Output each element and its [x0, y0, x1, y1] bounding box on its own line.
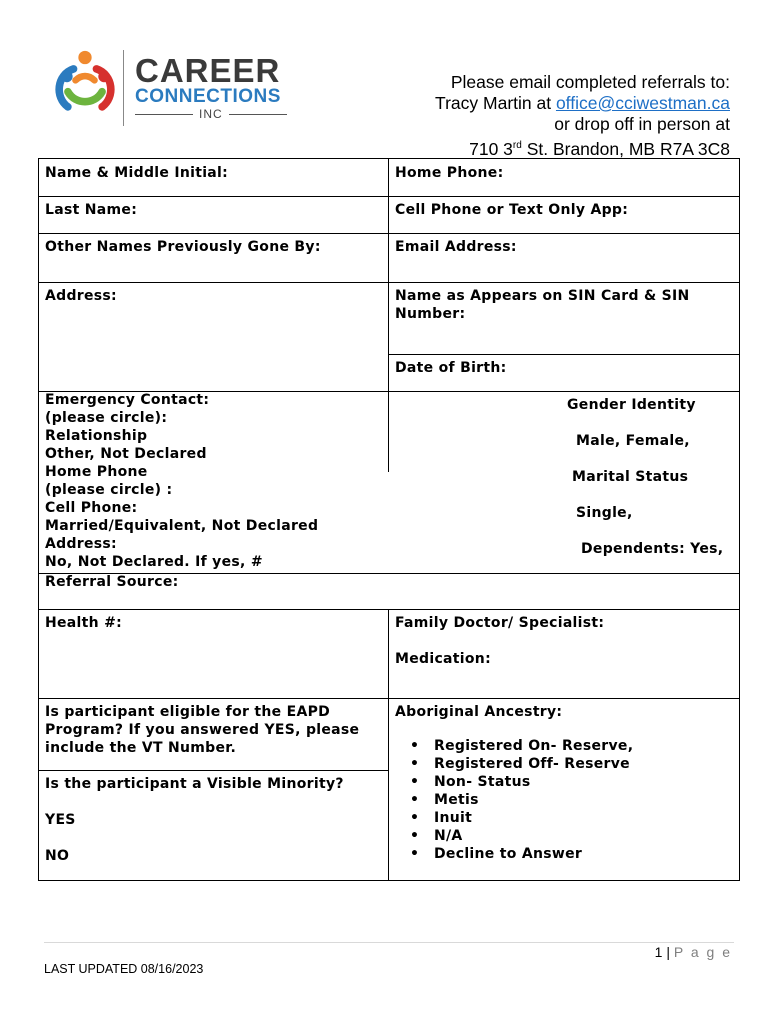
ancestry-option[interactable]: • N/A: [389, 827, 739, 845]
ancestry-option[interactable]: • Non- Status: [389, 773, 739, 791]
referral-source-field[interactable]: Referral Source:: [45, 574, 179, 590]
emergency-line: Cell Phone:: [45, 500, 138, 516]
contact-name: Tracy Martin at: [435, 93, 556, 113]
date-of-birth-field[interactable]: Date of Birth:: [395, 360, 507, 376]
contact-line-3: or drop off in person at: [554, 114, 730, 134]
last-name-field[interactable]: Last Name:: [45, 202, 138, 218]
career-connections-logo: [47, 48, 123, 124]
address-street: St. Brandon, MB R7A 3C8: [521, 138, 730, 159]
marital-options[interactable]: Single,: [576, 505, 633, 521]
emergency-line: Relationship: [45, 428, 148, 444]
address-field[interactable]: Address:: [45, 288, 117, 304]
page-number-value: 1: [654, 944, 663, 960]
ancestry-option[interactable]: • Inuit: [389, 809, 739, 827]
visible-minority-yes[interactable]: YES: [45, 812, 76, 828]
gender-identity-label: Gender Identity: [567, 397, 696, 413]
address-ordinal: rd: [512, 140, 522, 151]
logo-divider: [123, 50, 124, 126]
emergency-line: (please circle) :: [45, 482, 173, 498]
emergency-line: Married/Equivalent, Not Declared: [45, 518, 319, 534]
emergency-line: Other, Not Declared: [45, 446, 207, 462]
footer-rule: [44, 942, 734, 943]
name-middle-initial-field[interactable]: Name & Middle Initial:: [45, 165, 229, 181]
referral-form: [38, 158, 740, 881]
dependents-options[interactable]: Dependents: Yes,: [581, 541, 724, 557]
visible-minority-no[interactable]: NO: [45, 848, 70, 864]
eapd-eligibility-field[interactable]: Is participant eligible for the EAPD Program? If you answered YES, please include the VT Number.: [45, 704, 360, 756]
ancestry-option[interactable]: • Registered On- Reserve,: [389, 737, 739, 755]
ancestry-option[interactable]: • Decline to Answer: [389, 845, 739, 863]
emergency-line: No, Not Declared. If yes, #: [45, 554, 263, 570]
email-link[interactable]: office@cciwestman.ca: [555, 93, 730, 113]
page-separator: |: [662, 944, 674, 960]
emergency-line: Emergency Contact:: [45, 392, 210, 408]
other-names-field[interactable]: Other Names Previously Gone By:: [45, 239, 321, 255]
emergency-line: Home Phone: [45, 464, 148, 480]
emergency-contact-block[interactable]: [39, 391, 388, 576]
logo-wordmark: [135, 54, 287, 121]
aboriginal-options: [389, 737, 739, 863]
marital-status-label: Marital Status: [572, 469, 689, 485]
contact-instructions: [435, 72, 730, 160]
logo-word-connections: CONNECTIONS: [135, 86, 281, 107]
medication-field[interactable]: Medication:: [395, 651, 491, 667]
cell-phone-field[interactable]: Cell Phone or Text Only App:: [395, 202, 629, 218]
ancestry-option[interactable]: • Metis: [389, 791, 739, 809]
ancestry-option[interactable]: • Registered Off- Reserve: [389, 755, 739, 773]
sin-name-field[interactable]: Name as Appears on SIN Card & SIN Number:: [395, 288, 690, 322]
logo-word-career: CAREER: [135, 52, 281, 89]
gender-options[interactable]: Male, Female,: [576, 433, 690, 449]
contact-line-1: Please email completed referrals to:: [450, 72, 730, 92]
emergency-line: Address:: [45, 536, 117, 552]
page-number: [655, 944, 732, 960]
home-phone-field[interactable]: Home Phone:: [395, 165, 504, 181]
family-doctor-field[interactable]: Family Doctor/ Specialist:: [395, 615, 605, 631]
aboriginal-ancestry-label: Aboriginal Ancestry:: [395, 704, 563, 720]
emergency-line: (please circle):: [45, 410, 168, 426]
page-label: P a g e: [673, 944, 732, 960]
last-updated: LAST UPDATED 08/16/2023: [44, 962, 204, 976]
logo-word-inc: INC: [199, 107, 223, 121]
address-number: 710 3: [469, 138, 513, 159]
health-number-field[interactable]: Health #:: [45, 615, 123, 631]
visible-minority-question: Is the participant a Visible Minority?: [45, 776, 344, 792]
email-address-field[interactable]: Email Address:: [395, 239, 517, 255]
